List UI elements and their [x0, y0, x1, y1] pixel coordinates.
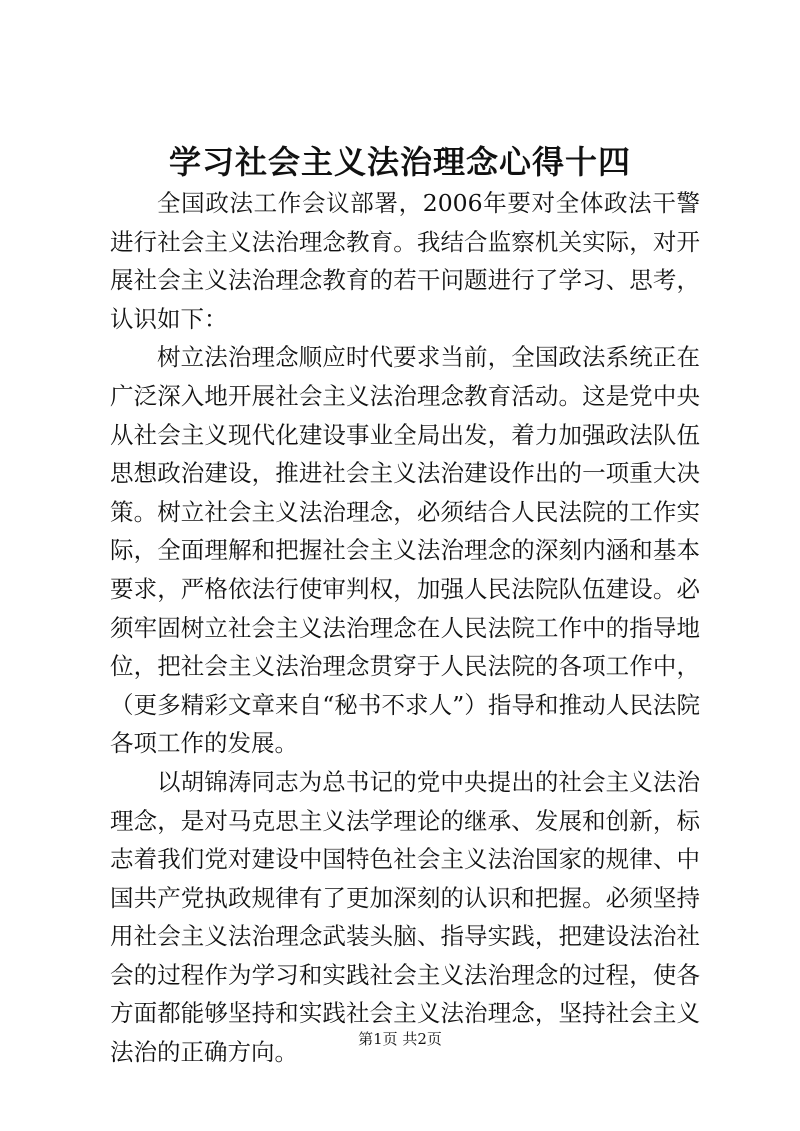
paragraph-3: 以胡锦涛同志为总书记的党中央提出的社会主义法治理念，是对马克思主义法学理论的继承、发展和创新，标志着我们党对建设中国特色社会主义法治国家的规律、中国共产党执政规律有了更加深刻的认识和把握。必须坚持用社会主义法治理念武装头脑、指导实践，把建设法治社会的过程作为学习和实践社会主义法治理念的过程，使各方面都能够坚持和实践社会主义法治理念，坚持社会主义法治的正确方向。 [110, 767, 700, 1067]
document-title: 学习社会主义法治理念心得十四 [168, 143, 631, 181]
paragraph-1: 全国政法工作会议部署，2006年要对全体政法干警进行社会主义法治理念教育。我结合监察机关实际，对开展社会主义法治理念教育的若干问题进行了学习、思考，认识如下： [110, 189, 700, 333]
paragraph-2: 树立法治理念顺应时代要求当前，全国政法系统正在广泛深入地开展社会主义法治理念教育活动。这是党中央从社会主义现代化建设事业全局出发，着力加强政法队伍思想政治建设，推进社会主义法治建设作出的一项重大决策。树立社会主义法治理念，必须结合人民法院的工作实际，全面理解和把握社会主义法治理念的深刻内涵和基本要求，严格依法行使审判权，加强人民法院队伍建设。必须牢固树立社会主义法治理念在人民法院工作中的指导地位，把社会主义法治理念贯穿于人民法院的各项工作中，（更多精彩文章来自“秘书不求人”）指导和推动人民法院各项工作的发展。 [110, 343, 700, 758]
document-body [110, 184, 700, 1072]
page-number-footer: 第1页 共2页 [358, 1030, 442, 1048]
